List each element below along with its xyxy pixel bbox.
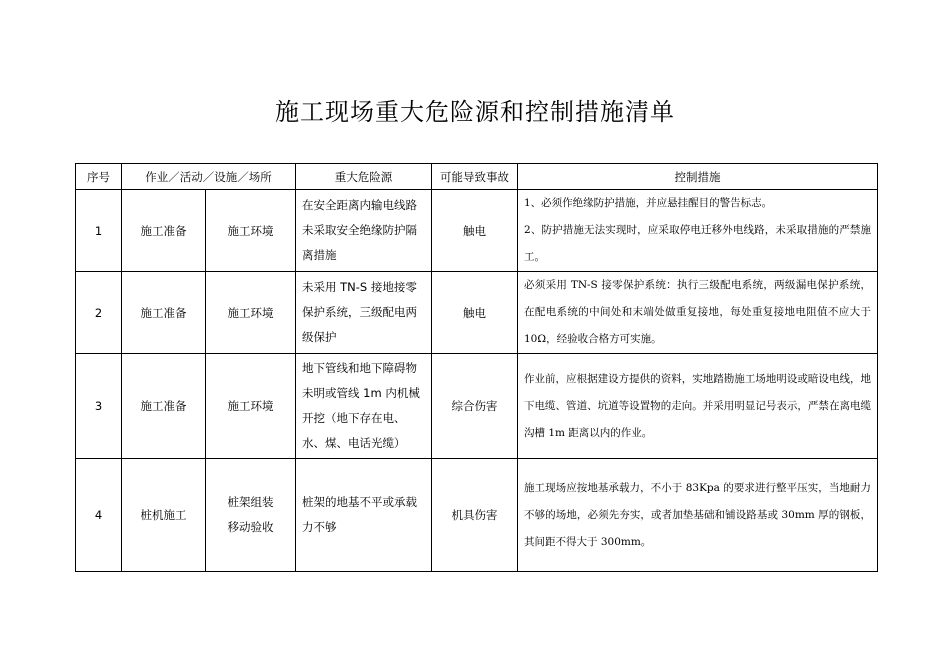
row-no: 4: [76, 459, 122, 572]
row-place: 施工环境: [206, 272, 296, 354]
hazard-table: [75, 163, 878, 572]
row-place-line-1: 桩架组装: [227, 495, 274, 509]
measure-item-1: 1、必须作绝缘防护措施，并应悬挂醒目的警告标志。: [524, 197, 773, 209]
measure-item-2: 2、防护措施无法实现时，应采取停电迁移外电线路，未采取措施的严禁施工。: [524, 224, 871, 263]
row-place: 施工环境: [206, 190, 296, 272]
row-accident: 机具伤害: [432, 459, 518, 572]
page-title: 施工现场重大危险源和控制措施清单: [275, 98, 675, 126]
table-row: [76, 354, 878, 459]
table-row: [76, 459, 878, 572]
table-header-row: [76, 164, 878, 190]
row-hazard: 在安全距离内输电线路未采取安全绝缘防护隔离措施: [296, 190, 432, 272]
row-accident: 触电: [432, 272, 518, 354]
row-no: 2: [76, 272, 122, 354]
header-hazard: 重大危险源: [296, 164, 432, 190]
row-hazard: 桩架的地基不平或承载力不够: [296, 459, 432, 572]
row-hazard: 地下管线和地下障碍物未明或管线 1m 内机械开挖（地下存在电、水、煤、电话光缆）: [296, 354, 432, 459]
row-place: 施工环境: [206, 354, 296, 459]
table-row: [76, 190, 878, 272]
row-accident: 触电: [432, 190, 518, 272]
row-measures: 必须采用 TN-S 接零保护系统：执行三级配电系统，两级漏电保护系统，在配电系统的中间处和末端处做重复接地，每处重复接地电阻值不应大于 10Ω，经验收合格方可实施。: [518, 272, 878, 354]
row-measures: [518, 190, 878, 272]
row-place-line-2: 移动验收: [227, 520, 274, 534]
row-activity: 施工准备: [122, 190, 206, 272]
header-accident: 可能导致事故: [432, 164, 518, 190]
table-row: [76, 272, 878, 354]
row-activity: 桩机施工: [122, 459, 206, 572]
header-no: 序号: [76, 164, 122, 190]
row-measures: 施工现场应按地基承载力，不小于 83Kpa 的要求进行整平压实，当地耐力不够的场地，必须先夯实，或者加垫基础和铺设路基或 30mm 厚的钢板，其间距不得大于 300mm。: [518, 459, 878, 572]
row-place: [206, 459, 296, 572]
row-accident: 综合伤害: [432, 354, 518, 459]
row-activity: 施工准备: [122, 354, 206, 459]
row-no: 1: [76, 190, 122, 272]
header-activity: 作业／活动／设施／场所: [122, 164, 296, 190]
row-activity: 施工准备: [122, 272, 206, 354]
row-measures: 作业前，应根据建设方提供的资料，实地踏勘施工场地明设或暗设电线，地下电缆、管道、坑道等设置物的走向。并采用明显记号表示，严禁在离电缆沟槽 1m 距离以内的作业。: [518, 354, 878, 459]
row-hazard: 未采用 TN-S 接地接零保护系统，三级配电两级保护: [296, 272, 432, 354]
header-measures: 控制措施: [518, 164, 878, 190]
row-no: 3: [76, 354, 122, 459]
